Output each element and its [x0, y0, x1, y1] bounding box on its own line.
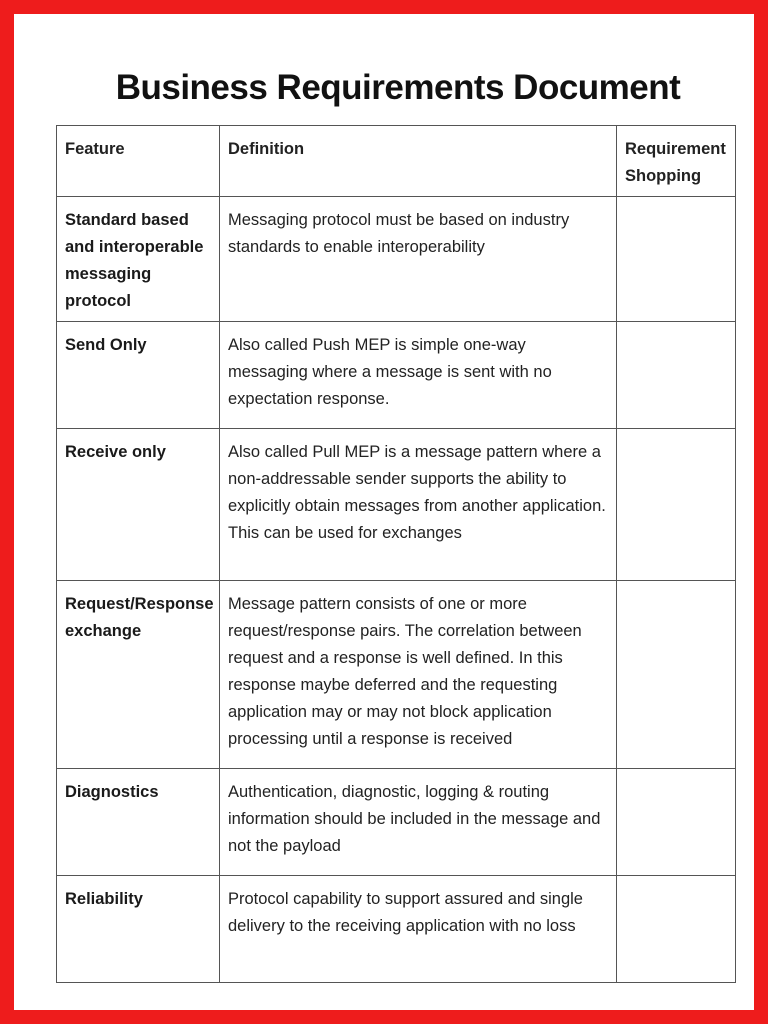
- table-row: [57, 876, 736, 983]
- requirement-cell: [617, 769, 736, 876]
- table-header-row: [57, 126, 736, 197]
- feature-cell: Request/Response exchange: [57, 581, 220, 769]
- feature-cell: Receive only: [57, 429, 220, 581]
- requirement-cell: [617, 322, 736, 429]
- requirement-cell: [617, 581, 736, 769]
- header-feature: Feature: [57, 126, 220, 197]
- definition-cell: Also called Push MEP is simple one-way messaging where a message is sent with no expectation response.: [220, 322, 617, 429]
- definition-cell: Messaging protocol must be based on industry standards to enable interoperability: [220, 197, 617, 322]
- feature-cell: Send Only: [57, 322, 220, 429]
- table-row: [57, 322, 736, 429]
- table-row: [57, 769, 736, 876]
- document-title: Business Requirements Document: [115, 68, 681, 107]
- definition-cell: Also called Pull MEP is a message pattern where a non-addressable sender supports the ability to explicitly obtain messages from another application. This can be used for exchanges: [220, 429, 617, 581]
- table-row: [57, 581, 736, 769]
- table-row: [57, 429, 736, 581]
- requirements-table: [56, 125, 736, 983]
- header-definition: Definition: [220, 126, 617, 197]
- definition-cell: Message pattern consists of one or more request/response pairs. The correlation between request and a response is well defined. In this response maybe deferred and the requesting application may or may not block application processing until a response is received: [220, 581, 617, 769]
- feature-cell: Diagnostics: [57, 769, 220, 876]
- header-requirement: Requirement Shopping: [617, 126, 736, 197]
- definition-cell: Protocol capability to support assured and single delivery to the receiving application with no loss: [220, 876, 617, 983]
- requirement-cell: [617, 197, 736, 322]
- definition-cell: Authentication, diagnostic, logging & routing information should be included in the message and not the payload: [220, 769, 617, 876]
- requirement-cell: [617, 429, 736, 581]
- feature-cell: Standard based and interoperable messaging protocol: [57, 197, 220, 322]
- requirement-cell: [617, 876, 736, 983]
- feature-cell: Reliability: [57, 876, 220, 983]
- table-row: [57, 197, 736, 322]
